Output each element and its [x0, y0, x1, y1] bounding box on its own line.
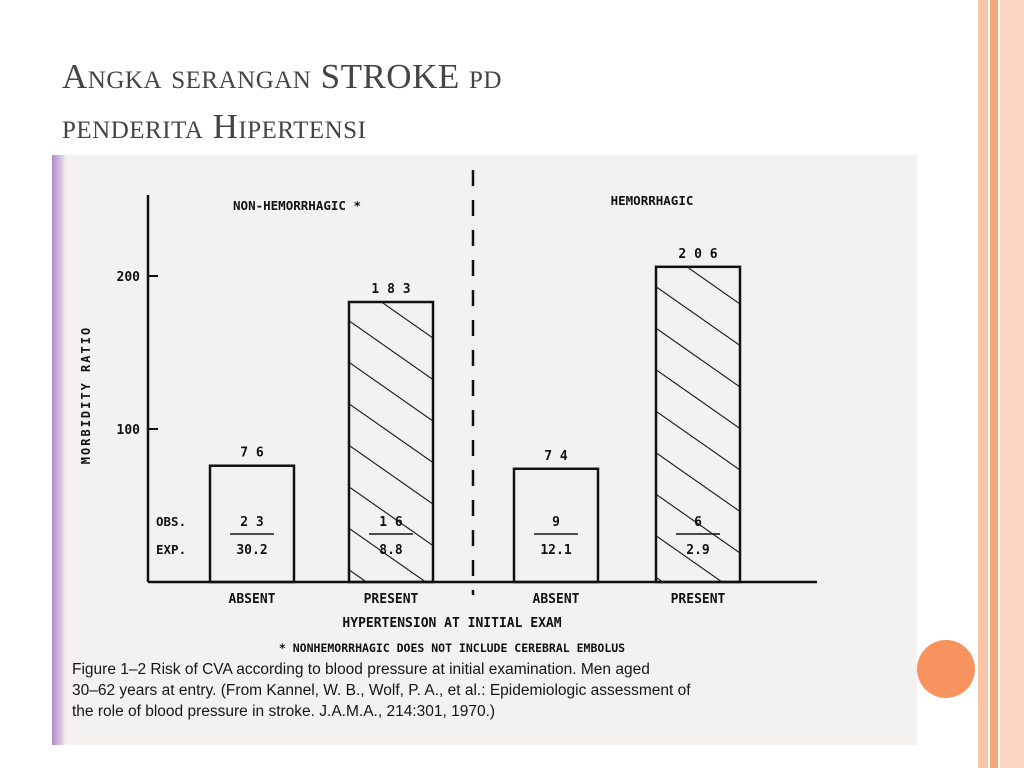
- slide-title-line1: Angka serangan STROKE pd: [62, 57, 502, 96]
- caption-line-3: the role of blood pressure in stroke. J.A.M.A., 214:301, 1970.): [72, 703, 496, 720]
- obs-value-0-0: 2 3: [240, 515, 264, 530]
- caption-line-1: Figure 1–2 Risk of CVA according to blood pressure at initial examination. Men aged: [72, 661, 650, 678]
- bar-value-label-0-1: 1 8 3: [371, 282, 411, 298]
- exp-value-1-1: 2.9: [686, 543, 710, 558]
- category-label-1-0: ABSENT: [532, 592, 580, 607]
- right-stripe-middle: [990, 0, 998, 768]
- bar-value-label-1-0: 7 4: [544, 448, 568, 464]
- category-label-1-1: PRESENT: [670, 592, 726, 607]
- chart-bars: [210, 267, 740, 582]
- bar-value-label-0-0: 7 6: [240, 445, 264, 461]
- right-stripe-outer: [978, 0, 988, 768]
- x-axis-label: HYPERTENSION AT INITIAL EXAM: [342, 616, 562, 631]
- y-tick-label-100: 100: [116, 423, 140, 438]
- obs-value-0-1: 1 6: [379, 515, 403, 530]
- bar-chart: [52, 155, 917, 655]
- obs-value-1-0: 9: [552, 515, 560, 530]
- panel-label-nonhemorrhagic: NON-HEMORRHAGIC *: [233, 198, 361, 213]
- slide-title-line2: penderita Hipertensi: [62, 107, 367, 146]
- category-label-0-0: ABSENT: [228, 592, 276, 607]
- bar-value-label-1-1: 2 0 6: [678, 246, 718, 262]
- right-stripe-inner: [1000, 0, 1024, 768]
- exp-value-0-0: 30.2: [236, 543, 268, 558]
- panel-label-hemorrhagic: HEMORRHAGIC: [610, 193, 694, 208]
- y-axis-label: MORBIDITY RATIO: [79, 325, 93, 465]
- caption-line-2: 30–62 years at entry. (From Kannel, W. B., Wolf, P. A., et al.: Epidemiologic assessment of: [72, 682, 691, 699]
- figure-caption: [72, 659, 852, 722]
- obs-value-1-1: 6: [694, 515, 702, 530]
- bar-0-1-hatch: [349, 302, 433, 582]
- slide-title: [62, 52, 762, 152]
- exp-row-label: EXP.: [156, 542, 187, 557]
- y-tick-label-200: 200: [116, 270, 140, 285]
- exp-value-0-1: 8.8: [379, 543, 403, 558]
- obs-row-label: OBS.: [156, 514, 187, 529]
- category-label-0-1: PRESENT: [363, 592, 419, 607]
- decorative-orange-circle: [917, 640, 975, 698]
- exp-value-1-0: 12.1: [540, 543, 572, 558]
- footnote: * NONHEMORRHAGIC DOES NOT INCLUDE CEREBRAL EMBOLUS: [278, 641, 626, 655]
